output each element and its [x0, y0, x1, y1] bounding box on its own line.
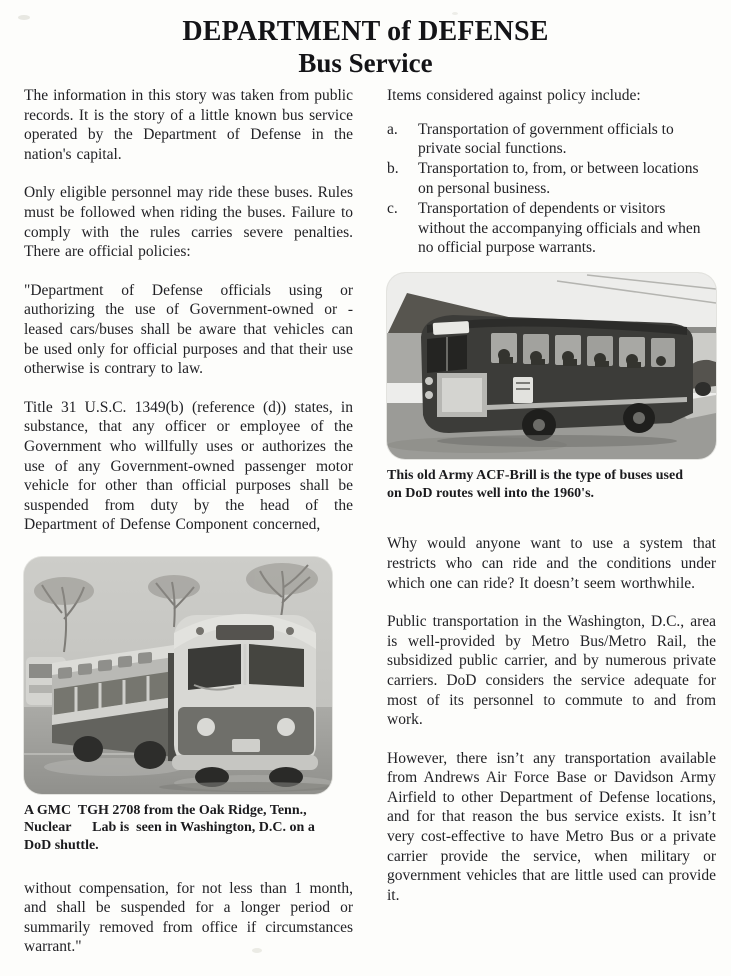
- para-why: Why would anyone want to use a system that restricts who can ride and the conditions under which one can ride? It doesn’t seem worthwhile.: [387, 535, 716, 592]
- para-policy-quote: "Department of Defense officials using or authorizing the use of Government-owned or -leased cars/buses shall be aware that vehicles can be used only for official purposes and that their use otherwise is contrary to law.: [24, 281, 353, 378]
- caption-line: Nuclear Lab is seen in Washington, D.C. on a: [24, 820, 315, 836]
- caption-line: A GMC TGH 2708 from the Oak Ridge, Tenn.,: [24, 802, 307, 818]
- list-item-text: Transportation to, from, or between locations on personal business.: [418, 160, 699, 197]
- policy-item-b: [387, 159, 716, 199]
- list-marker: a.: [387, 120, 398, 138]
- para-title31: Title 31 U.S.C. 1349(b) (reference (d)) states, in substance, that any officer or employee of the Government who willfully uses or authorizes the use of any Government-owned passenger motor vehicle for other than official purposes shall be suspended from duty by the head of the Department of Defense Component concerned,: [24, 398, 353, 534]
- gmc-bus-photo: [24, 557, 332, 794]
- list-item-text: Transportation of dependents or visitors without the accompanying officials and when no official purpose warrants.: [418, 199, 701, 257]
- acf-brill-bus-photo: [387, 273, 716, 459]
- policy-item-c: [387, 199, 716, 258]
- right-column: [387, 86, 716, 976]
- acf-brill-bus-photo-illustration: [387, 273, 716, 459]
- acf-brill-photo-caption: [387, 467, 716, 502]
- list-item-text: Transportation of government officials to private social functions.: [418, 120, 674, 158]
- caption-line: This old Army ACF-Brill is the type of buses used: [387, 468, 683, 484]
- gmc-photo-caption: [24, 802, 353, 855]
- gmc-bus-photo-illustration: [24, 557, 332, 794]
- policy-list: [387, 120, 716, 259]
- para-rules: Only eligible personnel may ride these buses. Rules must be followed when riding the buses. Failure to comply with the rules carries severe penalties. There are official policies:: [24, 184, 353, 261]
- policy-item-a: [387, 120, 716, 160]
- list-marker: c.: [387, 199, 398, 217]
- document-subtitle: Bus Service: [298, 48, 433, 78]
- document-title: DEPARTMENT of DEFENSE: [182, 16, 549, 47]
- left-column: [24, 86, 353, 976]
- para-however: However, there isn’t any transportation available from Andrews Air Force Base or Davidson Army Airfield to other Department of Defense locations, and for that reason the bus service exists. It isn’t very cost-effective to have Metro Bus or a private carrier provide the service, when military or government vehicles that are little used can provide it.: [387, 749, 716, 904]
- para-public-transport: Public transportation in the Washington, D.C., area is well-provided by Metro Bus/Metro Rail, the subsidized public carrier, and by numerous private carriers. DoD considers the service adequate for most of its personnel to commute to and from work.: [387, 613, 716, 729]
- caption-line: DoD shuttle.: [24, 838, 99, 854]
- document-header: [0, 0, 731, 79]
- list-marker: b.: [387, 160, 399, 178]
- para-items-intro: Items considered against policy include:: [387, 87, 641, 104]
- para-intro: The information in this story was taken from public records. It is the story of a little known bus service operated by the Department of Defense in the nation's capital.: [24, 87, 353, 163]
- two-column-layout: [24, 86, 716, 976]
- caption-line: on DoD routes well into the 1960's.: [387, 485, 595, 501]
- para-compensation: without compensation, for not less than 1 month, and shall be suspended for a longer period or summarily removed from office if circumstances warrant.": [24, 879, 353, 956]
